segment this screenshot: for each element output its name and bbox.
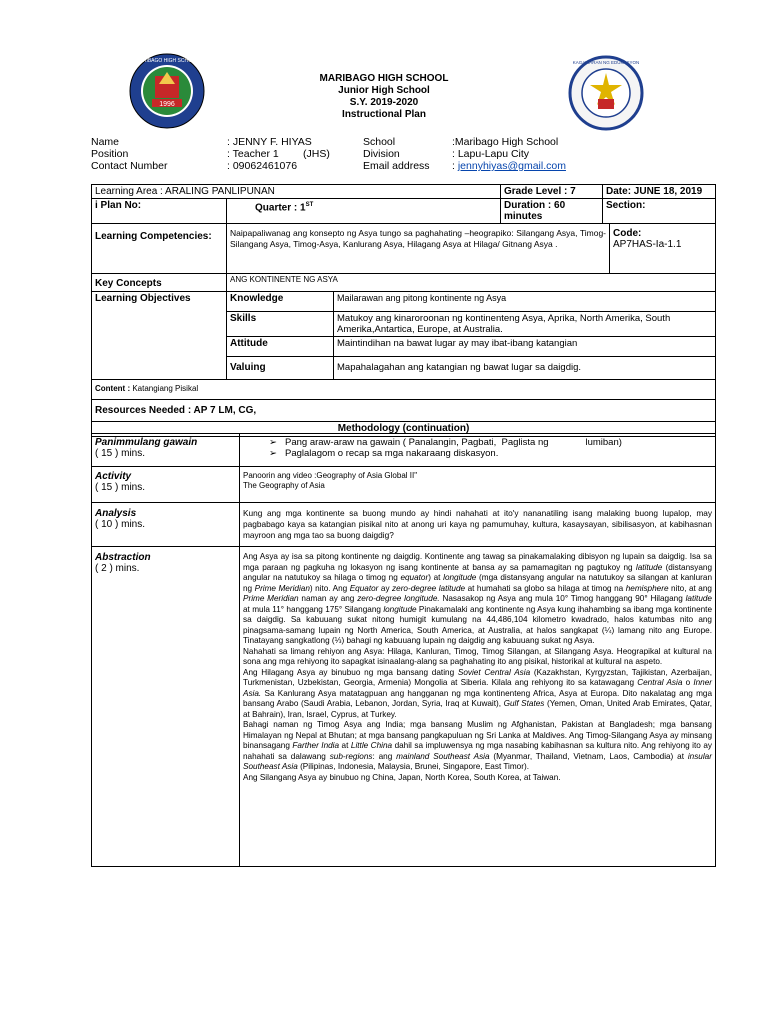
methodology-table (91, 433, 716, 867)
name-label: Name (91, 136, 120, 148)
school-label: School (363, 136, 396, 148)
abstraction-paragraph-4: Bahagi naman ng Timog Asya ang India; mga bansang Muslim ng Afghanistan, Pakistan at Bangladesh; mga bansang Himalayan ng Nepal at Bhutan; at mga bansang pangkapuluan ng Sri Lanka at Maldives. Ang Timog-Silangang Asya ay minsang binansagang Farther India at Little China dahil sa impluwensya ng mga nasabing kabihasnan sa kultura nito. Ang rehiyong ito ay nahahati sa dalawang sub-regions: ang mainland Southeast Asia (Myanmar, Thailand, Vietnam, Laos, Cambodia) at insular Southeast Asia (Pilipinas, Indonesia, Malaysia, Brunei, Singapore, East Timor). (243, 720, 712, 771)
school-value: :Maribago High School (452, 136, 559, 148)
quarter-label: Quarter : 1 (255, 202, 306, 214)
panimula-time: ( 15 ) mins. (95, 448, 146, 459)
resources: Resources Needed : AP 7 LM, CG, (92, 400, 716, 422)
deped-logo-text: KAGAWARAN NG EDUKASYON (572, 60, 640, 65)
quarter (227, 199, 501, 224)
panimula-bullet-2-text: Paglalagom o recap sa mga nakaraang diskasyon. (285, 448, 499, 459)
email-field (452, 160, 566, 172)
quarter-sup: ST (305, 202, 314, 208)
contact-value: : 09062461076 (227, 160, 298, 172)
panimula-bullet-1 (243, 437, 712, 448)
grade-level: Grade Level : 7 (501, 185, 603, 199)
analysis-time: ( 10 ) mins. (95, 519, 146, 530)
competencies-text: Naipapaliwanag ang konsepto ng Asya tungo sa paghahating –heograpiko: Silangang Asya, Timog-Silangang Asya, Timog-Asya, Kanlurang Asya, Hilagang Asya at Hilaga/ Gitnang Asya . (227, 224, 610, 274)
panimula-bullet-2 (243, 448, 712, 459)
panimula-content (240, 434, 716, 467)
activity-line-1: Panoorin ang video :Geography of Asia Global II" (243, 471, 418, 480)
panimula-cell (92, 434, 240, 467)
activity-time: ( 15 ) mins. (95, 482, 146, 493)
analysis-cell (92, 503, 240, 547)
position-value: : Teacher 1 (227, 148, 279, 160)
plan-table (91, 184, 716, 437)
abstraction-time: ( 2 ) mins. (95, 563, 140, 574)
content-label: Content : (95, 384, 131, 393)
valuing-value: Mapahalagahan ang katangian ng bawat lugar sa daigdig. (334, 357, 716, 380)
abstraction-cell (92, 547, 240, 867)
email-link[interactable]: jennyhiyas@gmail.com (457, 160, 566, 172)
skills-label: Skills (227, 312, 334, 337)
knowledge-label: Knowledge (227, 292, 334, 312)
email-prefix: : (452, 160, 458, 172)
document-header (0, 73, 768, 121)
name-value: : JENNY F. HIYAS (227, 136, 312, 148)
learning-area: Learning Area : ARALING PANLIPUNAN (92, 185, 501, 199)
contact-label: Contact Number (91, 160, 168, 172)
lesson-date: Date: JUNE 18, 2019 (603, 185, 716, 199)
school-name: MARIBAGO HIGH SCHOOL (319, 73, 449, 84)
code-label: Code: (613, 228, 642, 239)
skills-value: Matukoy ang kinaroroonan ng kontinenteng Asya, Aprika, North Amerika, South Amerika,Antartica, Europe, at Australia. (334, 312, 716, 337)
position-label: Position (91, 148, 129, 160)
methodology-title: Methodology (continuation) (92, 422, 716, 437)
school-year: S.Y. 2019-2020 (349, 97, 419, 108)
activity-content (240, 467, 716, 503)
key-concepts-value: ANG KONTINENTE NG ASYA (227, 274, 716, 292)
plan-number: i Plan No: (92, 199, 227, 224)
abstraction-label: Abstraction (95, 552, 151, 563)
section: Section: (603, 199, 716, 224)
arrow-icon: ➢ (269, 448, 277, 459)
attitude-value: Maintindihan na bawat lugar ay may ibat-ibang katangian (334, 337, 716, 357)
school-level: Junior High School (338, 85, 430, 96)
valuing-label: Valuing (227, 357, 334, 380)
email-label: Email address (363, 160, 430, 172)
knowledge-value: Mailarawan ang pitong kontinente ng Asya (334, 292, 716, 312)
attitude-label: Attitude (227, 337, 334, 357)
abstraction-paragraph-2: Nahahati sa limang rehiyon ang Asya: Hilaga, Kanluran, Timog, Timog Silangan, at Silangang Asya. Heograpikal at kultural na sona ang mga rehiyong ito sapagkat isinaalang-alang sa paghahating ito ang pisikal, historikal at kultural na aspeto. (243, 646, 712, 666)
activity-label: Activity (95, 471, 132, 482)
code-value: AP7HAS-Ia-1.1 (613, 239, 682, 250)
document-title: Instructional Plan (342, 109, 426, 120)
content-value: Katangiang Pisikal (132, 384, 199, 393)
position-extra: (JHS) (303, 148, 330, 160)
abstraction-paragraph-5: Ang Silangang Asya ay binubuo ng China, Japan, North Korea, South Korea, at Taiwan. (243, 772, 561, 782)
content-row (92, 380, 716, 400)
division-label: Division (363, 148, 400, 160)
abstraction-content (240, 547, 716, 867)
activity-cell (92, 467, 240, 503)
key-concepts-label: Key Concepts (92, 274, 227, 292)
competencies-label: Learning Competencies: (92, 224, 227, 274)
school-logo-text: MARIBAGO HIGH SCHOOL (135, 58, 199, 64)
objectives-label: Learning Objectives (92, 292, 227, 380)
arrow-icon: ➢ (269, 437, 277, 448)
abstraction-paragraph-1: Ang Asya ay isa sa pitong kontinente ng daigdig. Kontinente ang tawag sa pinakamalaking dibisyon ng lupain sa daigdig. Isa sa mga paraan ng pagkuha ng lokasyon ng isang kontinente at bansa ay sa pamamagitan ng pagtukoy ng latitude (distansyang angular na natutukoy sa hilaga o timog ng equator) at longitude (mga distansyang angular na natutukoy sa silangan at kanluran ng Prime Meridian) nito. Ang Equator ay zero-degree latitude at humahati sa globo sa hilaga at timog na hemisphere nito, at ang Prime Meridian naman ay ang zero-degree longitude. Nasasakop ng Asya ang mula 10° Timog hanggang 90° Hilagang latitude at mula 11° hanggang 175° Silangang longitude Pinakamalaki ang kontinente ng Asya kung ihahambing sa ibang mga kontinente sa daigdig. Sa kabuuang sukat nitong humigit kumulang na 44,486,104 kilometro kwadrado, halos katumbas nito ang pinagsama-samang lupain ng North America, South America, at Australia, at halos sangkapat (¼) lamang nito ang Europe. Tinatayang sangkatlong (⅓) bahagi ng kabuuang lupain ng daigdig ang kabuuang sukat ng Asya. (243, 552, 713, 645)
activity-line-2: The Geography of Asia (243, 481, 325, 490)
abstraction-paragraph-3: Ang Hilagang Asya ay binubuo ng mga bansang dating Soviet Central Asia (Kazakhstan, Kyrgyzstan, Tajikistan, Azerbaijan, Turkmenistan, Uzbekistan, Georgia, Armenia) Mongolia at Siberia. Kilala ang rehiyong ito sa katawagang Central Asia o Inner Asia. Sa Kanlurang Asya matatagpuan ang hangganan ng mga kontinenteng Africa, Asya at Europa. Dito nakalatag ang mga bansang Arabo (Saudi Arabia, Lebanon, Jordan, Syria, Iraq at Kuwait), Gulf States (Yemen, Oman, United Arab Emirates, Qatar, at Bahrain), Iran, Israel, Cyprus, at Turkey. (243, 667, 713, 719)
duration: Duration : 60 minutes (501, 199, 603, 224)
panimula-bullet-1-text: Pang araw-araw na gawain ( Panalangin, Pagbati, Paglista ng lumiban) (285, 437, 622, 448)
analysis-text: Kung ang mga kontinente sa buong mundo ay hindi nahahati at ito'y nananatiling isang malaking buong lupalop, may pagbabago kaya sa katangian pisikal nito at anong uri kaya ng pamumuhay, kultura, kasaysayan, sibilisasyon, at kabihasnan mayroon ang mga tao sa buong daigdig? (240, 503, 716, 547)
school-logo-year: 1996 (159, 101, 175, 108)
panimula-label: Panimmulang gawain (95, 437, 198, 448)
division-value: : Lapu-Lapu City (452, 148, 530, 160)
competency-code (610, 224, 716, 274)
analysis-label: Analysis (95, 508, 137, 519)
